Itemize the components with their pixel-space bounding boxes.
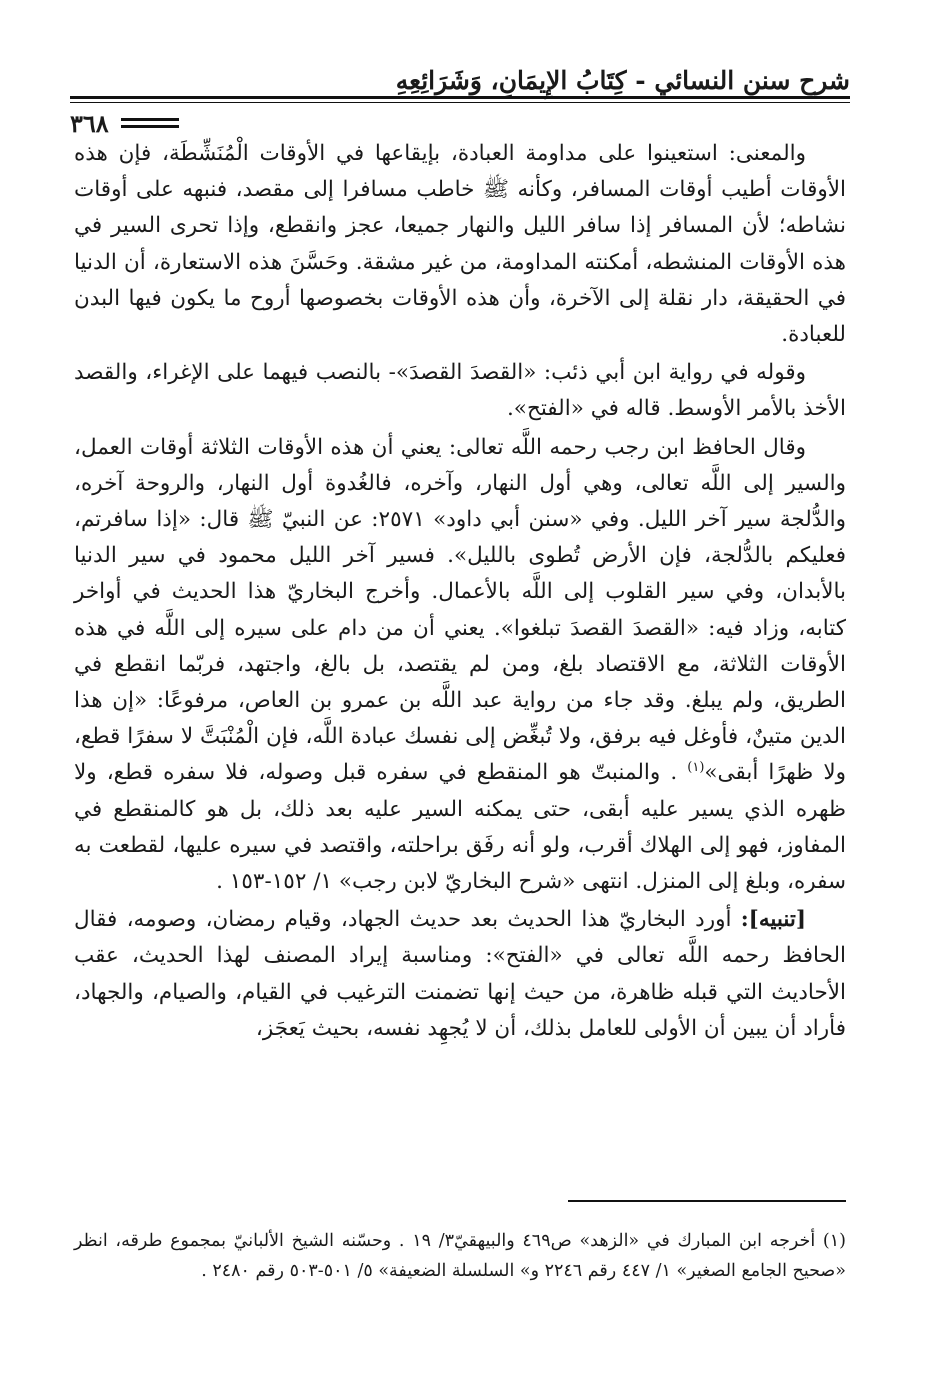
paragraph-ibn-rajab-continuation: . والمنبتّ هو المنقطع في سفره قبل وصوله، فلا سفره قطع، ولا ظهره الذي يسير عليه أبقى، حتى يمكنه السير عليه بعد ذلك، بل هو كالمنقطع في المفاوز، فهو إلى الهلاك أقرب، ولو أنه رفَق براحلته، واقتصد في سيره عليها، لقطعت به سفره، وبلغ إلى المنزل. انتهى «شرح البخاريّ لابن رجب» ١/ ١٥٢-١٥٣ .	[74, 760, 846, 895]
page-number-block	[70, 108, 179, 138]
paragraph-ibn-rajab-text: وقال الحافظ ابن رجب رحمه اللَّه تعالى: يعني أن هذه الأوقات الثلاثة أوقات العمل، والسير إلى اللَّه تعالى، وهي أول النهار، وآخره، فالغُدوة أول النهار، والروحة آخره، والدُّلجة سير آخر الليل. وفي «سنن أبي داود» ٢٥٧١: عن النبيّ ﷺ قال: «إذا سافرتم، فعليكم بالدُّلجة، فإن الأرض تُطوى بالليل». فسير آخر الليل محمود في سير الدنيا بالأبدان، وفي سير القلوب إلى اللَّه بالأعمال. وأخرج البخاريّ هذا الحديث في أواخر كتابه، وزاد فيه: «القصدَ القصدَ تبلغوا». يعني أن من دام على سيره إلى اللَّه في هذه الأوقات الثلاثة، مع الاقتصاد بلغ، ومن لم يقتصد، بل بالغ، واجتهد، فربّما انقطع في الطريق، ولم يبلغ. وقد جاء من رواية عبد اللَّه بن عمرو بن العاص، مرفوعًا: «إن هذا الدين متينٌ، فأوغل فيه برفق، ولا تُبغِّض إلى نفسك عبادة اللَّه، فإن الْمُنْبَتَّ لا سفرًا قطع، ولا ظهرًا أبقى»	[74, 434, 846, 786]
footnote-marker: (١)	[687, 760, 705, 776]
paragraph-tanbih	[74, 902, 846, 1047]
footnote: (١) أخرجه ابن المبارك في «الزهد» ص٤٦٩ والبيهقيّ٣/ ١٩ . وحسّنه الشيخ الألبانيّ بمجموع طرقه، انظر «صحيح الجامع الصغير» ١/ ٤٤٧ رقم ٢٢٤٦ و» السلسلة الضعيفة» ٥/ ٥٠١-٥٠٣ رقم ٢٤٨٠ .	[74, 1231, 846, 1281]
body-text	[74, 136, 846, 1047]
page-number-ornament	[121, 114, 179, 132]
header-rule-thick	[70, 96, 850, 99]
footnote-separator	[568, 1200, 846, 1202]
header-rule-thin	[70, 102, 850, 103]
paragraph-meaning: والمعنى: استعينوا على مداومة العبادة، بإيقاعها في الأوقات الْمُنَشِّطَة، فإن هذه الأوقات أطيب أوقات المسافر، وكأنه ﷺ خاطب مسافرا إلى مقصد، فنبهه على أوقات نشاطه؛ لأن المسافر إذا سافر الليل والنهار جميعا، عجز وانقطع، وإذا تحرى السير في هذه الأوقات المنشطه، أمكنته المداومة، من غير مشقة. وحَسَّنَ هذه الاستعارة، أن الدنيا في الحقيقة، دار نقلة إلى الآخرة، وأن هذه الأوقات بخصوصها أروح ما يكون فيها البدن للعبادة.	[74, 141, 846, 348]
running-title: شرح سنن النسائي - كِتَابُ الإِيمَانِ، وَشَرَائِعِهِ	[395, 66, 850, 95]
tanbih-text: أورد البخاريّ هذا الحديث بعد حديث الجهاد، وقيام رمضان، وصومه، فقال الحافظ رحمه اللَّه تعالى في «الفتح»: ومناسبة إيراد المصنف لهذا الحديث، عقب الأحاديث التي قبله ظاهرة، من حيث إنها تضمنت الترغيب في القيام، والصيام، والجهاد، فأراد أن يبين أن الأولى للعامل بذلك، أن لا يُجهِد نفسه، بحيث يَعجَز،	[74, 907, 846, 1041]
paragraph-ibn-rajab	[74, 430, 846, 901]
page-number: ٣٦٨	[70, 108, 109, 138]
paragraph-ibn-abi-dhib: وقوله في رواية ابن أبي ذئب: «القصدَ القصدَ»- بالنصب فيهما على الإغراء، والقصد الأخذ بالأمر الأوسط. قاله في «الفتح».	[74, 360, 846, 422]
tanbih-label: [تنبيه]:	[740, 907, 806, 933]
